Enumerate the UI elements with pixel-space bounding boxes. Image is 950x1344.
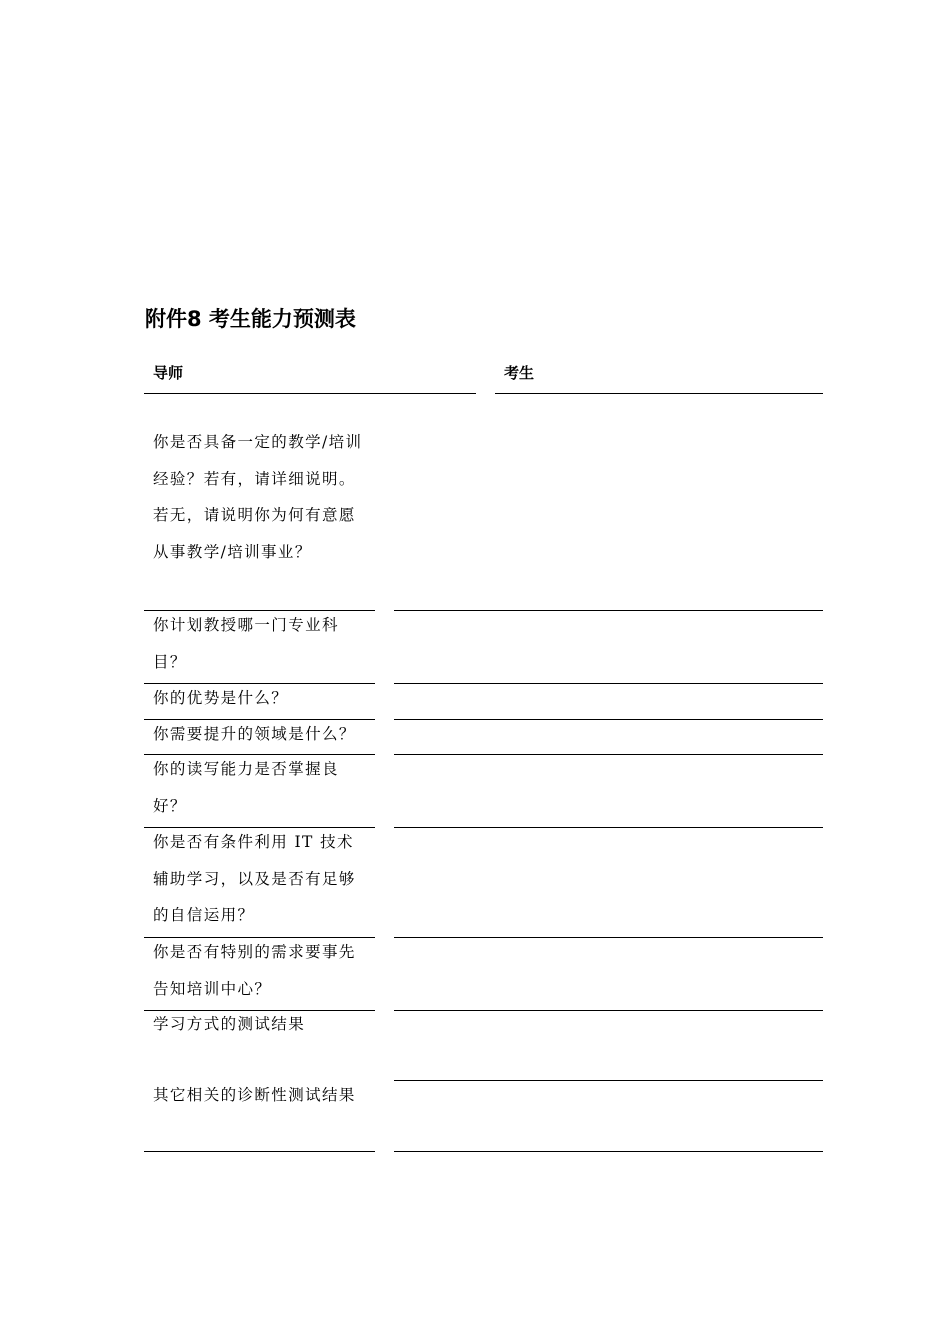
- question-text: 你是否具备一定的教学/培训经验？若有，请详细说明。: [153, 433, 363, 488]
- answer-line[interactable]: [394, 719, 823, 720]
- question-text: 你计划教授哪一门专业科目？: [153, 616, 339, 671]
- question-text: 其它相关的诊断性测试结果: [153, 1086, 356, 1104]
- question-improvement-areas: [153, 716, 369, 753]
- question-it-skills: [153, 824, 369, 934]
- question-teaching-experience: [153, 424, 369, 570]
- answer-line[interactable]: [394, 754, 823, 755]
- question-text: 若无，请说明你为何有意愿从事教学/培训事业？: [153, 506, 356, 561]
- question-text: 你的优势是什么？: [153, 689, 289, 707]
- question-learning-style: [153, 1006, 369, 1043]
- question-diagnostic-tests: [153, 1077, 369, 1114]
- answer-line[interactable]: [394, 1080, 823, 1081]
- question-text: 你需要提升的领域是什么？: [153, 725, 356, 743]
- question-strengths: [153, 680, 369, 717]
- question-text: 学习方式的测试结果: [153, 1015, 306, 1033]
- question-special-needs: [153, 934, 369, 1007]
- answer-line[interactable]: [394, 1151, 823, 1152]
- answer-line[interactable]: [394, 1010, 823, 1011]
- question-divider: [144, 1151, 375, 1152]
- mentor-header-underline: [144, 393, 476, 394]
- answer-line[interactable]: [394, 827, 823, 828]
- question-literacy: [153, 751, 369, 824]
- candidate-header: 考生: [504, 364, 535, 382]
- question-subject: [153, 607, 369, 680]
- question-text: 你的读写能力是否掌握良好？: [153, 760, 339, 815]
- question-text: 你是否有条件利用 IT 技术辅助学习，以及是否有足够的自信运用？: [153, 833, 356, 924]
- candidate-header-underline: [495, 393, 823, 394]
- answer-line[interactable]: [394, 937, 823, 938]
- answer-line[interactable]: [394, 610, 823, 611]
- page-title: 附件8 考生能力预测表: [145, 307, 356, 331]
- answer-line[interactable]: [394, 683, 823, 684]
- mentor-header: 导师: [153, 364, 184, 382]
- question-text: 你是否有特别的需求要事先告知培训中心？: [153, 943, 356, 998]
